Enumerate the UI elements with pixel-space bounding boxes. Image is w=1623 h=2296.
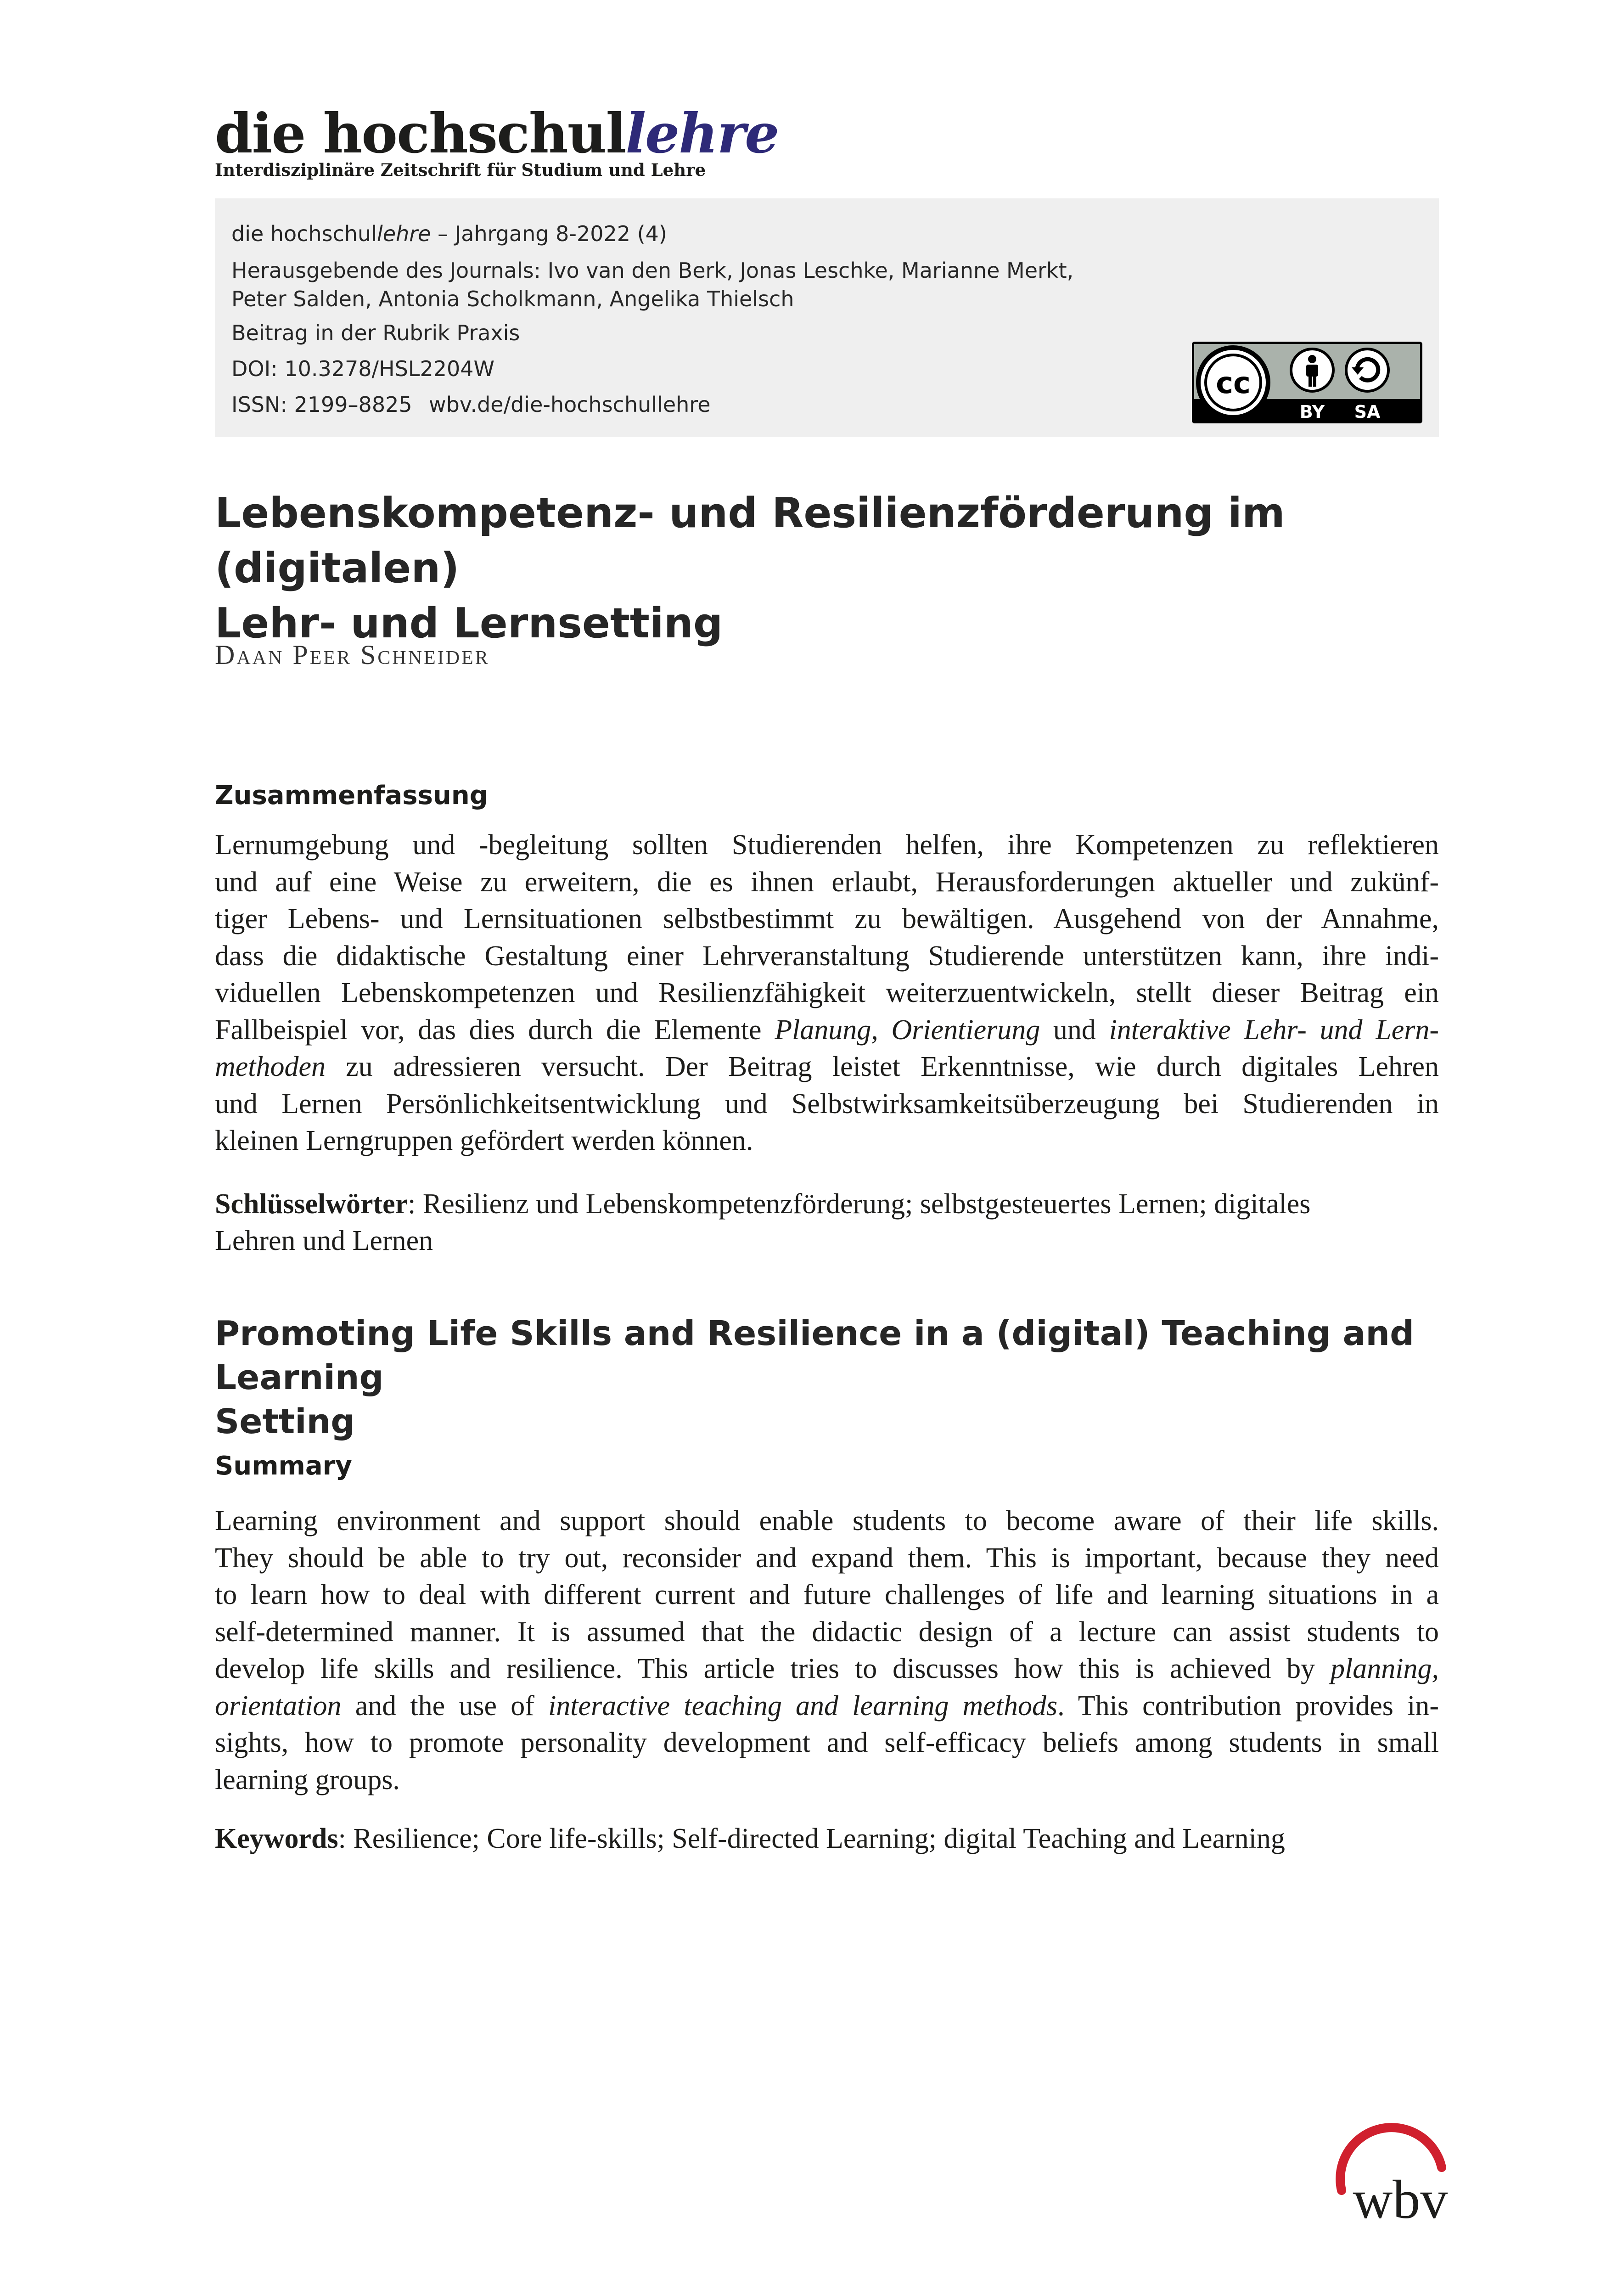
issue-volume: – Jahrgang 8-2022 (4) <box>431 221 667 246</box>
keywords-en <box>215 1820 1455 1857</box>
text-run: und <box>1040 1014 1109 1046</box>
issue-journal-plain: die hochschul <box>231 221 377 246</box>
emphasis: interactive teaching and learning methods <box>548 1690 1058 1722</box>
abstract-de-line: viduellen Lebenskompetenzen und Resilienzfähigkeit weiterzuentwickeln, stellt dieser Beitrag ein <box>215 977 1439 1008</box>
sa-label: SA <box>1354 402 1381 422</box>
journal-tagline: Interdisziplinäre Zeitschrift für Studium und Lehre <box>215 160 706 180</box>
cc-icon <box>1198 348 1268 417</box>
abstract-en-line: self-determined manner. It is assumed that the didactic design of a lecture can assist students to <box>215 1616 1439 1648</box>
abstract-de-line: und auf eine Weise zu erweitern, die es ihnen erlaubt, Herausforderungen aktueller und zukünf- <box>215 866 1439 898</box>
website-link[interactable]: wbv.de/die-hochschullehre <box>429 392 711 417</box>
abstract-de <box>215 827 1439 1159</box>
emphasis: methoden <box>215 1051 326 1082</box>
abstract-en-line: They should be able to try out, reconsider and expand them. This is important, because they need <box>215 1542 1439 1574</box>
abstract-de-line <box>215 1012 1439 1049</box>
abstract-heading-en: Summary <box>215 1451 352 1481</box>
wbv-publisher-logo <box>1331 2122 1469 2232</box>
abstract-heading-de: Zusammenfassung <box>215 781 488 810</box>
abstract-de-line: tiger Lebens- und Lernsituationen selbstbestimmt zu bewältigen. Ausgehend von der Annahme, <box>215 903 1439 934</box>
abstract-de-line: kleinen Lerngruppen gefördert werden können. <box>215 1125 753 1156</box>
abstract-en-line: learning groups. <box>215 1764 400 1795</box>
journal-logo <box>215 101 779 165</box>
emphasis: Planung, Orientierung <box>775 1014 1040 1046</box>
text-run: . This contribution provides in- <box>1057 1690 1439 1722</box>
rubric-line: Beitrag in der Rubrik Praxis <box>231 321 520 345</box>
attribution-person-icon <box>1291 349 1333 391</box>
article-title-line-2: Lehr- und Lernsetting <box>215 599 723 647</box>
abstract-en-line <box>215 1650 1439 1688</box>
english-title <box>215 1311 1455 1444</box>
english-title-line-1: Promoting Life Skills and Resilience in a (digital) Teaching and Learning <box>215 1314 1415 1397</box>
issn-value: ISSN: 2199–8825 <box>231 392 412 417</box>
issn-line <box>231 389 1073 420</box>
abstract-de-line <box>215 1048 1439 1086</box>
abstract-en-line: to learn how to deal with different current and future challenges of life and learning situations in a <box>215 1579 1439 1610</box>
abstract-en-line <box>215 1688 1439 1725</box>
text-run: develop life skills and resilience. This article tries to discusses how this is achieved by <box>215 1653 1331 1684</box>
article-title-line-1: Lebenskompetenz- und Resilienzförderung im (digitalen) <box>215 489 1285 592</box>
issue-journal-italic: lehre <box>377 221 431 246</box>
journal-name-accent: lehre <box>625 101 779 165</box>
keywords-de-label: Schlüsselwörter <box>215 1188 408 1220</box>
keywords-de-line-2: Lehren und Lernen <box>215 1225 433 1256</box>
text-run: zu adressieren versucht. Der Beitrag leistet Erkenntnisse, wie durch digitales Lehren <box>326 1051 1439 1082</box>
cc-text: cc <box>1216 366 1251 400</box>
author-name: Daan Peer Schneider <box>215 640 490 670</box>
journal-masthead <box>215 101 779 180</box>
editors-line-2: Peter Salden, Antonia Scholkmann, Angelika Thielsch <box>231 287 794 311</box>
keywords-de-text: : Resilienz und Lebenskompetenzförderung; selbstgesteuertes Lernen; digitales <box>408 1188 1311 1220</box>
abstract-de-line: Lernumgebung und -begleitung sollten Studierenden helfen, ihre Kompetenzen zu reflektieren <box>215 829 1439 861</box>
keywords-de <box>215 1186 1455 1259</box>
emphasis: orientation <box>215 1690 342 1722</box>
emphasis: planning, <box>1331 1653 1439 1684</box>
by-label: BY <box>1299 402 1325 422</box>
keywords-en-line <box>215 1820 1455 1857</box>
keywords-en-text: : Resilience; Core life-skills; Self-directed Learning; digital Teaching and Learning <box>338 1823 1285 1854</box>
keywords-de-line-1 <box>215 1186 1455 1222</box>
abstract-en-line: sights, how to promote personality development and self-efficacy beliefs among students in small <box>215 1727 1439 1758</box>
english-title-line-2: Setting <box>215 1402 355 1441</box>
abstract-de-line: und Lernen Persönlichkeitsentwicklung und Selbstwirksamkeitsüberzeugung bei Studierenden in <box>215 1088 1439 1120</box>
editors-line-1: Herausgebende des Journals: Ivo van den Berk, Jonas Leschke, Marianne Merkt, <box>231 258 1074 283</box>
keywords-en-label: Keywords <box>215 1823 338 1854</box>
share-alike-icon <box>1346 349 1388 391</box>
doi-line: DOI: 10.3278/HSL2204W <box>231 356 495 381</box>
abstract-de-line: dass die didaktische Gestaltung einer Lehrveranstaltung Studierende unterstützen kann, ihre indi- <box>215 940 1439 972</box>
text-run: and the use of <box>341 1690 549 1722</box>
text-run: Fallbeispiel vor, das dies durch die Elemente <box>215 1014 775 1046</box>
cc-by-sa-license-badge[interactable] <box>1192 342 1422 423</box>
emphasis: interaktive Lehr- und Lern- <box>1109 1014 1439 1046</box>
abstract-en <box>215 1503 1439 1798</box>
journal-name-plain: die hochschul <box>215 101 626 165</box>
issue-line <box>231 215 1073 253</box>
logo-text: wbv <box>1353 2169 1448 2230</box>
abstract-en-line: Learning environment and support should enable students to become aware of their life skills. <box>215 1505 1439 1536</box>
article-title <box>215 486 1455 651</box>
journal-info-box <box>215 198 1439 437</box>
